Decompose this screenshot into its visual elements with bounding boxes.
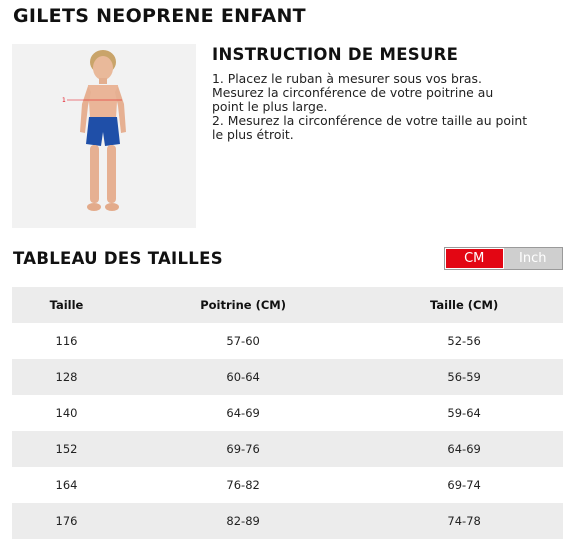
unit-cm-button[interactable]: CM [445, 248, 504, 269]
size-cell: 152 [12, 431, 121, 467]
instruction-line: le plus étroit. [212, 127, 294, 142]
instruction-line: 2. Mesurez la circonférence de votre taille au point [212, 113, 528, 128]
waist-cell: 69-74 [365, 467, 563, 503]
instruction-line: 1. Placez le ruban à mesurer sous vos bras. [212, 71, 482, 86]
waist-cell: 52-56 [365, 323, 563, 359]
waist-cell: 56-59 [365, 359, 563, 395]
size-cell: 140 [12, 395, 121, 431]
chest-cell: 64-69 [121, 395, 365, 431]
chest-cell: 69-76 [121, 431, 365, 467]
size-cell: 116 [12, 323, 121, 359]
chest-cell: 82-89 [121, 503, 365, 539]
table-row [12, 503, 563, 539]
table-row [12, 359, 563, 395]
table-header-row [12, 287, 563, 323]
instruction-text [212, 72, 557, 142]
table-row [12, 395, 563, 431]
column-header-waist: Taille (CM) [365, 287, 563, 323]
instruction-line: point le plus large. [212, 99, 328, 114]
column-header-chest: Poitrine (CM) [121, 287, 365, 323]
chest-cell: 76-82 [121, 467, 365, 503]
size-cell: 164 [12, 467, 121, 503]
table-row [12, 323, 563, 359]
page-title: GILETS NEOPRENE ENFANT [13, 5, 306, 27]
waist-cell: 74-78 [365, 503, 563, 539]
waist-cell: 64-69 [365, 431, 563, 467]
size-table [12, 287, 563, 539]
chest-cell: 57-60 [121, 323, 365, 359]
waist-cell: 59-64 [365, 395, 563, 431]
measure-marker-label: 1 [62, 97, 66, 104]
chest-cell: 60-64 [121, 359, 365, 395]
column-header-size: Taille [12, 287, 121, 323]
unit-toggle [444, 247, 563, 270]
unit-inch-button[interactable]: Inch [504, 248, 563, 269]
size-cell: 176 [12, 503, 121, 539]
table-row [12, 431, 563, 467]
table-row [12, 467, 563, 503]
child-figure-image [12, 44, 196, 228]
size-cell: 128 [12, 359, 121, 395]
measurement-illustration [12, 44, 196, 228]
size-table-title: TABLEAU DES TAILLES [13, 249, 223, 268]
instruction-line: Mesurez la circonférence de votre poitrine au [212, 85, 494, 100]
instruction-title: INSTRUCTION DE MESURE [212, 45, 459, 64]
